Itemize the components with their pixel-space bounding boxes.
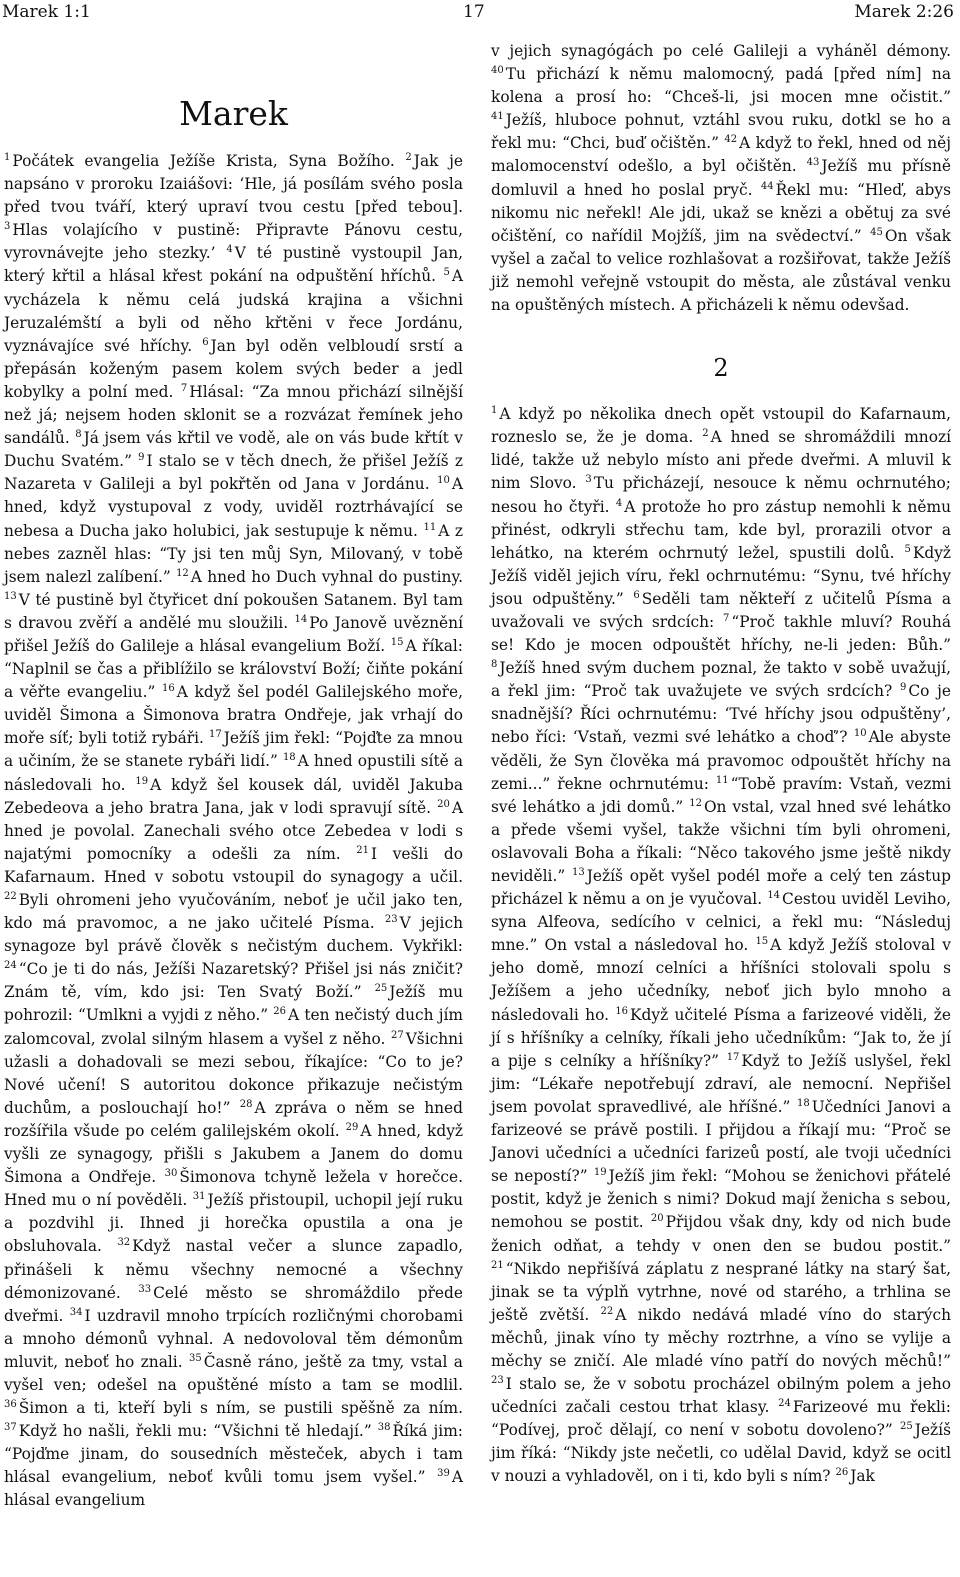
- verse: [4, 152, 405, 170]
- verse-number: 23: [384, 914, 398, 926]
- verse-number: 21: [491, 1259, 504, 1271]
- verse-text: Řekl mu: “Hleď, abys nikomu nic neřekl! Ale jdi, ukaž se knězi a obětuj za své očištění, co nařídil Mojžíš, jim na svědectví.”: [491, 180, 952, 245]
- verse-text: V té pustině vystoupil Jan, který křtil a hlásal křest pokání na odpuštění hříchů.: [4, 244, 463, 286]
- verse-number: 3: [4, 221, 11, 233]
- verse-text: v jejich synagógách po celé Galileji a vyháněl démony.: [491, 42, 951, 60]
- verse-number: 38: [377, 1422, 391, 1434]
- verse-text: Jak je napsáno v proroku Izaiášovi: ‘Hle, já posílám svého posla před tvou tváří, který upraví tvou cestu [před tebou].: [4, 152, 463, 217]
- verse-number: 20: [650, 1213, 664, 1225]
- verse-number: 3: [585, 474, 592, 486]
- verse-text: A hlásal evangelium: [4, 1468, 463, 1510]
- verse-number: 14: [767, 890, 781, 902]
- verse-text: Ježíš jim řekl: “Mohou se ženichovi přátelé postit, když je ženich s nimi? Dokud mají ženicha s sebou, nemohou se postit.: [491, 1167, 951, 1232]
- verse-text: I stalo se, že v sobotu procházel obilným polem a jeho učedníci začali cestou trhat klasy.: [491, 1375, 951, 1417]
- verse-text: “Nikdo nepřišívá záplatu z nesprané látky na starý šat, jinak se ta výplň vytrhne, nové od starého, a trhlina se ještě zvětší.: [491, 1259, 951, 1324]
- chapter-1-text: [4, 150, 463, 1513]
- verse-number: 7: [723, 612, 730, 624]
- verse-text: Byli ohromeni jeho vyučováním, neboť je učil jako ten, kdo má pravomoc, a ne jako učitelé Písma.: [4, 891, 463, 933]
- verse-text: Říká jim: “Pojďme jinam, do sousedních městeček, abych i tam hlásal evangelium, neboť kvůli tomu jsem vyšel.”: [4, 1422, 463, 1487]
- verse-text: Když Ježíš viděl jejich víru, řekl ochrnutému: “Synu, tvé hříchy jsou odpuštěny.”: [491, 543, 951, 608]
- verse-text: A když po několika dnech opět vstoupil do Kafarnaum, rozneslo se, že je doma.: [491, 405, 951, 447]
- verse-text: Když nastal večer a slunce zapadlo, přinášeli k němu všechny nemocné a všechny démonizované.: [4, 1237, 463, 1302]
- verse-text: A hned se shromáždili mnozí lidé, takže už nebylo místo ani přede dveřmi. A mluvil k nim Slovo.: [491, 428, 951, 493]
- verse-text: Tu přichází k němu malomocný, padá [před ním] na kolena a prosí ho: “Chceš-li, jsi mocen mne očistit.”: [491, 65, 951, 107]
- verse-number: 12: [689, 797, 702, 809]
- verse-number: 1: [4, 152, 11, 163]
- verse-text: A když šel podél Galilejského moře, uviděl Šimona a Šimonova bratra Ondřeje, jak vrhají do moře síť; byli totiž rybáři.: [4, 683, 463, 748]
- header-right-reference: Marek 2:26: [854, 2, 954, 22]
- verse: [491, 659, 951, 700]
- verse-text: “Co je ti do nás, Ježíši Nazaretský? Přišel jsi nás zničit? Znám tě, vím, kdo jsi: Ten Svatý Boží.”: [4, 960, 463, 1002]
- verse-text: Tu přicházejí, nesouce k němu ochrnutého; nesou ho čtyři.: [491, 474, 951, 516]
- verse-text: Seděli tam někteří z učitelů Písma a uvažovali ve svých srdcích:: [491, 589, 952, 631]
- verse-text: A hned opustili sítě a následovali ho.: [4, 752, 463, 794]
- verse-text: Ale abyste věděli, že Syn člověka má pravomoc odpouštět hříchy na zemi...” řekne ochrnutému:: [491, 728, 951, 793]
- verse-text: On však vyšel a začal to velice rozhlašovat a rozšiřovat, takže Ježíš již nemohl veřejně vstoupit do města, ale zůstával venku na opuštěných místech. A přicházeli k němu odevšad.: [491, 226, 951, 315]
- right-column: [491, 40, 951, 1489]
- verse-text: Hlásal: “Za mnou přichází silnější než já; nejsem hoden sklonit se a rozvázat řemínek jeho sandálů.: [4, 382, 463, 448]
- verse-text: Hlas volajícího v pustině: Připravte Pánovu cestu, vyrovnávejte jeho stezky.’: [4, 221, 463, 263]
- verse-text: A říkal: “Naplnil se čas a přiblížilo se království Boží; čiňte pokání a věřte evangeliu.”: [4, 636, 463, 702]
- verse-text: Když ho našli, řekli mu: “Všichni tě hledají.”: [18, 1422, 378, 1441]
- verse-number: 30: [164, 1168, 178, 1180]
- verse-number: 17: [208, 729, 222, 741]
- verse-text: Já jsem vás křtil ve vodě, ale on vás bude křtít v Duchu Svatém.”: [4, 429, 463, 471]
- page-number: 17: [463, 2, 485, 22]
- verse: [491, 65, 951, 106]
- verse-number: 21: [356, 844, 370, 856]
- verse-text: Šimon a ti, kteří byli s ním, se pustili spěšně za ním.: [18, 1399, 463, 1418]
- verse-number: 24: [778, 1398, 791, 1410]
- verse-text: Šimonova tchyně ležela v horečce. Hned mu o ní pověděli.: [4, 1168, 463, 1210]
- verse-number: 23: [491, 1375, 504, 1387]
- verse-text: Ježíš mu přísně domluvil a hned ho poslal pryč.: [491, 157, 951, 199]
- verse-text: A když Ježíš stoloval v jeho domě, mnozí celníci a hříšníci stolovali spolu s Ježíšem a jeho učedníky, neboť jich bylo mnoho a následovali ho.: [491, 936, 951, 1024]
- verse-number: 25: [374, 983, 388, 995]
- verse-number: 7: [180, 382, 188, 394]
- verse: [491, 42, 951, 60]
- verse-text: Ježíš jim říká: “Nikdy jste nečetli, co udělal David, když se ocitl v nouzi a vyhladověl, on i ti, kdo byli s ním?: [491, 1421, 951, 1486]
- chapter-2-number: 2: [713, 354, 729, 383]
- verse-text: I stalo se v těch dnech, že přišel Ježíš z Nazareta v Galileji a byl pokřtěn od Jana v Jordánu.: [4, 452, 463, 494]
- verse-number: 35: [188, 1352, 202, 1364]
- verse-text: Jan byl oděn velbloudí srstí a přepásán koženým pasem kolem svých beder a jedl kobylky a polní med.: [4, 336, 463, 401]
- verse-number: 20: [437, 798, 450, 810]
- header-left-reference: Marek 1:1: [2, 2, 91, 22]
- verse-text: On vstal, vzal hned své lehátko a přede všemi vyšel, takže všichni tím byli ohromeni, oslavovali Boha a říkali: “Něco takového jsme ještě nikdy neviděli.”: [491, 797, 952, 885]
- verse-text: Počátek evangelia Ježíše Krista, Syna Božího.: [12, 152, 406, 170]
- verse-text: “Proč takhle mluví? Rouhá se! Kdo je mocen odpouštět hříchy, ne-li jeden: Bůh.”: [491, 612, 951, 655]
- verse-number: 25: [900, 1421, 913, 1433]
- verse-number: 1: [491, 405, 498, 417]
- verse-text: Cestou uviděl Leviho, syna Alfeova, sedícího v celnici, a řekl mu: “Následuj mne.” On vstal a následoval ho.: [491, 890, 952, 955]
- verse-text: A hned ho Duch vyhnal do pustiny.: [190, 567, 463, 586]
- verse-number: 28: [239, 1098, 253, 1110]
- verse-text: A nikdo nedává mladé víno do starých měchů, jinak víno ty měchy roztrhne, a víno se vylije a měchy se zničí. Ale mladé víno patří do nových měchů!”: [491, 1305, 951, 1370]
- verse-text: Ježíš opět vyšel podél moře a celý ten zástup přicházel k němu a on je vyučoval.: [491, 867, 951, 909]
- verse-text: “Tobě pravím: Vstaň, vezmi své lehátko a jdi domů.”: [491, 774, 952, 816]
- verse-text: A vycházela k němu celá judská krajina a všichni Jeruzalémští a byli od něho křtěni v řece Jordánu, vyznávajíce své hříchy.: [4, 267, 463, 355]
- verse-number: 6: [633, 589, 640, 601]
- verse-text: V té pustině byl čtyřicet dní pokoušen Satanem. Byl tam s dravou zvěří a andělé mu sloužili.: [4, 590, 463, 632]
- verse-text: Po Janově uvěznění přišel Ježíš do Galileje a hlásal evangelium Boží.: [4, 613, 463, 655]
- verse-number: 2: [702, 428, 709, 440]
- verse-text: Všichni užasli a dohadovali se mezi sebou, říkajíce: “Co to je? Nové učení! S autoritou dokonce přikazuje nečistým duchům, a poslouchají ho!”: [4, 1029, 463, 1117]
- verse-number: 42: [724, 134, 738, 146]
- verse-text: Ježíš hned svým duchem poznal, že takto v sobě uvažují, a řekl jim: “Proč tak uvažujete ve svých srdcích?: [491, 659, 951, 701]
- verse-text: A ten nečistý duch jím zalomcoval, zvolal silným hlasem a vyšel z něho.: [4, 1006, 463, 1048]
- verse-text: I uzdravil mnoho trpících rozličnými chorobami a mnoho démonů vyhnal. A nedovoloval těm démonům mluvit, neboť ho znali.: [4, 1306, 463, 1371]
- verse-number: 15: [755, 936, 769, 948]
- verse-text: A když šel kousek dál, uviděl Jakuba Zebedeova a jeho bratra Jana, jak v lodi spravují sítě.: [4, 775, 463, 817]
- verse-number: 22: [600, 1305, 614, 1317]
- verse-number: 27: [390, 1029, 404, 1041]
- verse-number: 13: [4, 590, 17, 602]
- verse-number: 11: [423, 521, 437, 533]
- verse-text: Celé město se shromáždilo přede dveřmi.: [4, 1283, 463, 1325]
- verse-text: Ježíš přistoupil, uchopil její ruku a pozdvihl ji. Ihned ji horečka opustila a ona je obsluhovala.: [4, 1191, 463, 1256]
- verse-number: 37: [4, 1422, 17, 1434]
- verse-number: 15: [390, 636, 404, 648]
- verse-text: Učedníci Janovi a farizeové se právě postili. I přijdou a říkají mu: “Proč se Janovi učedníci a učedníci farizeů postí, ale tvoji učedníci se nepostí?”: [491, 1097, 951, 1186]
- verse-number: 8: [491, 659, 498, 671]
- verse-number: 12: [176, 567, 189, 579]
- verse-number: 32: [117, 1237, 131, 1249]
- verse-text: Ježíš, hluboce pohnut, vztáhl svou ruku, dotkl se ho a řekl mu: “Chci, buď očištěn.”: [491, 111, 951, 153]
- verse-number: 2: [405, 152, 412, 163]
- verse-number: 16: [615, 1005, 629, 1017]
- verse-text: A protože ho pro zástup nemohli k němu přinést, odkryli střechu tam, kde byl, prorazili otvor a lehátko, na kterém ochrnutý ležel, spustili dolů.: [491, 497, 951, 562]
- verse-number: 43: [806, 157, 820, 169]
- verse-number: 6: [202, 336, 209, 348]
- verse-text: Ježíš jim řekl: “Pojďte za mnou a učiním, že se stanete rybáři lidí.”: [4, 729, 463, 771]
- verse-text: Časně ráno, ještě za tmy, vstal a vyšel ven; odešel na opuštěné místo a tam se modlil.: [4, 1352, 463, 1394]
- verse-number: 24: [4, 960, 17, 972]
- verse-number: 26: [835, 1467, 849, 1479]
- chapter-1-continuation: [491, 40, 951, 317]
- running-header: [0, 0, 960, 22]
- verse-number: 10: [853, 728, 867, 740]
- verse-number: 18: [796, 1097, 810, 1109]
- left-column: [4, 40, 463, 1513]
- verse-number: 11: [715, 774, 729, 786]
- verse-number: 8: [75, 429, 82, 441]
- verse-number: 9: [138, 452, 145, 464]
- verse-number: 10: [437, 475, 450, 487]
- verse-number: 4: [226, 244, 233, 256]
- verse-number: 4: [615, 497, 623, 509]
- verse-number: 18: [282, 752, 296, 764]
- verse-text: Přijdou však dny, kdy od nich bude ženich odňat, a tehdy v onen den se budou postit.”: [491, 1213, 951, 1255]
- verse-number: 26: [273, 1006, 287, 1018]
- verse-number: 5: [443, 267, 450, 279]
- verse-text: Když to Ježíš uslyšel, řekl jim: “Lékaře nepotřebují zdraví, ale nemocní. Nepřišel jsem povolat spravedlivé, ale hříšné.”: [491, 1051, 951, 1116]
- verse-number: 39: [437, 1468, 450, 1480]
- chapter-2-text: [491, 403, 951, 1488]
- verse-number: 19: [135, 775, 149, 787]
- book-title: Marek: [179, 94, 288, 133]
- verse-text: Ježíš mu pohrozil: “Umlkni a vyjdi z něho.”: [4, 983, 463, 1025]
- verse: [835, 1467, 874, 1485]
- verse-number: 5: [904, 543, 911, 555]
- verse: [4, 1399, 463, 1417]
- verse-text: A hned je povolal. Zanechali svého otce Zebedea v lodi s najatými pomocníky a odešli za ním.: [4, 798, 463, 863]
- verse-text: V jejich synagoze byl právě člověk s nečistým duchem. Vykřikl:: [4, 914, 463, 956]
- verse-number: 41: [491, 111, 504, 123]
- verse-number: 44: [760, 180, 774, 192]
- verse-number: 36: [4, 1399, 17, 1411]
- verse-number: 14: [294, 613, 308, 625]
- verse-text: Jak: [850, 1467, 875, 1486]
- verse-text: A hned, když vyšli ze synagogy, přišli s Jakubem a Janem do domu Šimona a Ondřeje.: [4, 1121, 464, 1187]
- verse-text: A z nebes zazněl hlas: “Ty jsi ten můj Syn, Milovaný, v tobě jsem nalezl zalíbení.”: [4, 521, 463, 586]
- verse-number: 13: [571, 867, 585, 878]
- verse-number: 33: [138, 1283, 152, 1295]
- verse-text: A když to řekl, hned od něj malomocenství odešlo, a byl očištěn.: [491, 134, 952, 176]
- verse: [4, 1422, 378, 1440]
- verse-text: I vešli do Kafarnaum. Hned v sobotu vstoupil do synagogy a učil.: [4, 844, 463, 886]
- verse-number: 29: [345, 1121, 359, 1133]
- verse-number: 45: [870, 226, 883, 238]
- verse-number: 9: [899, 682, 907, 694]
- verse-number: 16: [162, 683, 175, 695]
- verse-text: A hned, když vystupoval z vody, uviděl roztrhávající se nebesa a Ducha jako holubici, jak sestupuje k němu.: [4, 475, 463, 540]
- verse-text: Když učitelé Písma a farizeové viděli, že jí s hříšníky a celníky, říkali jeho učedníkům: “Jak to, že jí a pije s celníky a hříšníky?”: [491, 1005, 952, 1070]
- verse-number: 31: [192, 1191, 206, 1203]
- verse: [176, 568, 463, 586]
- verse-number: 40: [491, 65, 504, 77]
- verse-text: A zpráva o něm se hned rozšířila všude po celém galilejském okolí.: [4, 1098, 463, 1140]
- verse-number: 22: [4, 891, 17, 902]
- verse-number: 17: [726, 1051, 740, 1063]
- verse-text: Co je snadnější? Říci ochrnutému: ‘Tvé hříchy jsou odpuštěny’, nebo říci: ‘Vstaň, vezmi své lehátko a choď’?: [491, 682, 951, 747]
- verse-number: 34: [69, 1306, 83, 1318]
- verse-text: Farizeové mu řekli: “Podívej, proč dělají, co není v sobotu dovoleno?”: [491, 1398, 951, 1440]
- verse-number: 19: [593, 1167, 607, 1179]
